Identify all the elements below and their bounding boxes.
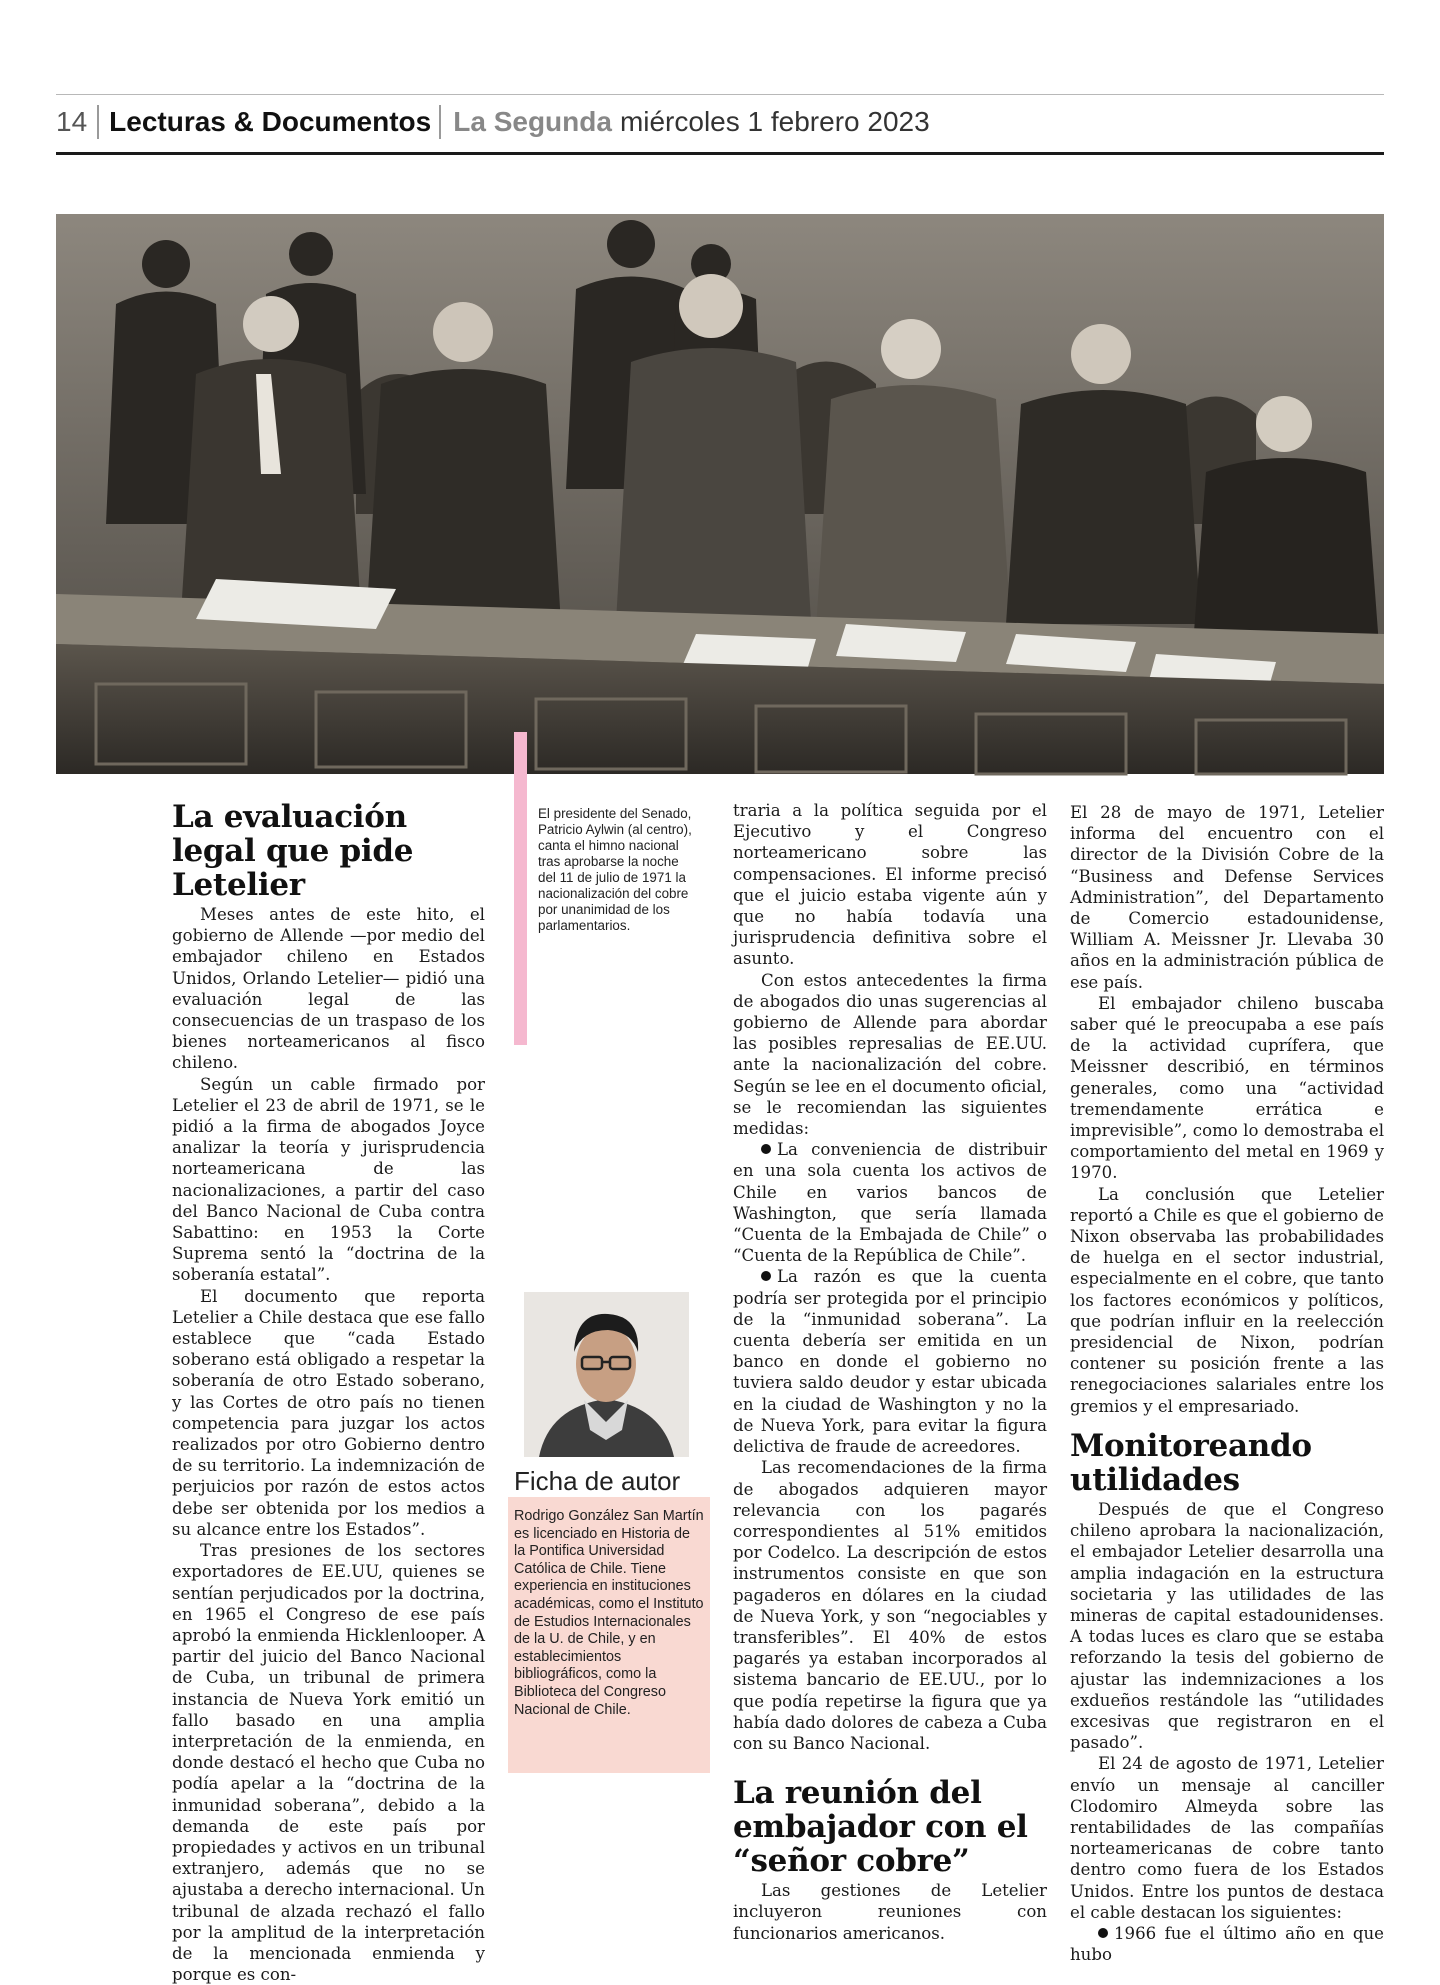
paragraph: Después de que el Congreso chileno aprobara la nacionalización, el embajador Letelier desarrolla una amplia indagación en la estructura societaria y las utilidades de las mineras de capital estadounidenses. A todas luces es claro que se estaba reforzando la tesis del gobierno de ajustar las indemnizaciones a los exdueños restándole las “utilidades excesivas que registraron en el pasado”.	[1070, 1499, 1384, 1753]
bullet-text: La razón es que la cuenta podría ser protegida por el principio de la “inmunidad soberana”. La cuenta debería ser emitida en un banco en donde el gobierno no tuviera saldo deudor y estar ubicada en la ciudad de Washington y no la de Nueva York, para evitar la figura delictiva de fraude de acreedores.	[733, 1267, 1047, 1457]
headline-monitoreando-utilidades: Monitoreando utilidades	[1070, 1427, 1312, 1498]
paragraph: El documento que reporta Letelier a Chile destaca que ese fallo establece que “cada Estado soberano está obligado a respetar la soberanía de otro Estado soberano, y las Cortes de otro país no tienen competencia para juzgar los actos realizados por otro Gobierno dentro de su territorio. La indemnización de perjuicios por razón de estos actos debe ser obtenida por los medios a su alcance entre los Estados”.	[172, 1286, 485, 1539]
section-title: Lecturas & Documentos	[109, 106, 432, 137]
paragraph: Tras presiones de los sectores exportadores de EE.UU, quienes se sentían perjudicados por la doctrina, en 1965 el Congreso de ese país aprobó la enmienda Hicklenlooper. A partir del juicio del Banco Nacional de Cuba, un tribunal de primera instancia de Nueva York emitió un fallo basado en una amplia interpretación de la enmienda, en donde destacó el hecho que Cuba no podía apelar a la “doctrina de la inmunidad soberana”, debido a la demanda de este país por propiedades y activos en un tribunal extranjero, además que no se ajustaba a derecho internacional. Un tribunal de alzada rechazó el fallo por la amplitud de la interpretación de la mencionada enmienda y porque es con-	[172, 1541, 485, 1985]
masthead-separator	[97, 105, 99, 139]
caption-accent-bar	[514, 732, 527, 1045]
bullet-text: La conveniencia de distribuir en una sola cuenta los activos de Chile en varios bancos de Washington, que sería llamada “Cuenta de la Embajada de Chile” o “Cuenta de la República de Chile”.	[733, 1140, 1047, 1266]
header-bottom-rule	[56, 152, 1384, 155]
bullet-item	[1070, 1923, 1384, 1965]
paragraph: Meses antes de este hito, el gobierno de Allende —por medio del embajador chileno en Estados Unidos, Orlando Letelier— pidió una evaluación legal de las consecuencias de un traspaso de los bienes norteamericanos al fisco chileno.	[172, 905, 485, 1073]
column-1	[172, 800, 485, 1985]
bullet-icon	[761, 1144, 771, 1154]
paragraph: El embajador chileno buscaba saber qué le preocupaba a ese país de la actividad cuprífera, que Meissner describió, en términos generales, como una “actividad tremendamente errática e imprevisible”, como lo demostraba el comportamiento del metal en 1969 y 1970.	[1070, 993, 1384, 1183]
bullet-icon	[761, 1271, 771, 1281]
author-bio: Rodrigo González San Martín es licenciado en Historia de la Pontifica Universidad Católica de Chile. Tiene experiencia en instituciones académicas, como el Instituto de Estudios Internacionales de la U. de Chile, y en establecimientos bibliográficos, como la Biblioteca del Congreso Nacional de Chile.	[514, 1508, 704, 1718]
paragraph: Con estos antecedentes la firma de abogados dio unas sugerencias al gobierno de Allende para abordar las posibles represalias de EE.UU. ante la nacionalización del cobre. Según se lee en el documento oficial, se le recomiendan las siguientes medidas:	[733, 970, 1047, 1139]
column-3	[733, 800, 1047, 1944]
bullet-item	[733, 1266, 1047, 1457]
page-number: 14	[56, 106, 88, 137]
bullet-text: 1966 fue el último año en que hubo	[1070, 1923, 1384, 1965]
newspaper-name: La Segunda	[453, 106, 612, 137]
headline-evaluacion-legal: La evaluación legal que pide Letelier	[172, 799, 414, 903]
paragraph: Las gestiones de Letelier incluyeron reuniones con funcionarios americanos.	[733, 1881, 1047, 1943]
masthead-separator	[439, 105, 441, 139]
paragraph: Las recomendaciones de la firma de abogados adquieren mayor relevancia con los pagarés correspondientes al 51% emitidos por Codelco. La descripción de estos instrumentos consiste en que son pagaderos en dólares en la ciudad de Nueva York, y son “negociables y transferibles”. El 40% de estos pagarés ya estaban incorporados al sistema bancario de EE.UU., por lo que podía repetirse la figura que ya había dado dolores de cabeza a Cuba con su Banco Nacional.	[733, 1458, 1047, 1753]
issue-date: miércoles 1 febrero 2023	[619, 106, 930, 137]
author-photo	[524, 1292, 689, 1457]
photo-caption: El presidente del Senado, Patricio Aylwin (al centro), canta el himno nacional tras aprobarse la noche del 11 de julio de 1971 la nacionalización del cobre por unanimidad de los parlamentarios.	[538, 806, 692, 933]
senate-photo	[56, 214, 1384, 774]
paragraph: El 24 de agosto de 1971, Letelier envío un mensaje al canciller Clodomiro Almeyda sobre las rentabilidades de las compañías norteamericanas de cobre tanto dentro como fuera de los Estados Unidos. Entre los puntos de destaca el cable destacan los siguientes:	[1070, 1754, 1384, 1922]
paragraph: Según un cable firmado por Letelier el 23 de abril de 1971, se le pidió a la firma de abogados Joyce analizar la teoría y jurisprudencia norteamericana de las nacionalizaciones, a partir del caso del Banco Nacional de Cuba contra Sabattino: en 1953 la Corte Suprema sentó la “doctrina de la soberanía estatal”.	[172, 1074, 485, 1285]
paragraph: La conclusión que Letelier reportó a Chile es que el gobierno de Nixon observaba las probabilidades de huelga en el sector industrial, especialmente en el cobre, que tanto los factores económicos y políticos, que podrían influir en la reelección presidencial de Nixon, podrían contener su posición frente a las renegociaciones salariales entre los gremios y el empresariado.	[1070, 1184, 1384, 1416]
masthead	[56, 100, 930, 144]
author-heading: Ficha de autor	[514, 1466, 681, 1496]
header-top-rule	[56, 94, 1384, 95]
paragraph: El 28 de mayo de 1971, Letelier informa del encuentro con el director de la División Cobre de la “Business and Defense Services Administration”, del Departamento de Comercio estadounidense, William A. Meissner Jr. Llevaba 30 años en la administración pública de ese país.	[1070, 803, 1384, 992]
column-4	[1070, 802, 1384, 1965]
bullet-item	[733, 1139, 1047, 1266]
headline-reunion-embajador: La reunión del embajador con el “señor cobre”	[733, 1775, 1028, 1880]
bullet-icon	[1098, 1928, 1108, 1938]
paragraph: traria a la política seguida por el Ejecutivo y el Congreso norteamericano sobre las compensaciones. El informe precisó que el juicio estaba vigente aún y que no había todavía una jurisprudencia definitiva sobre el asunto.	[733, 801, 1047, 969]
